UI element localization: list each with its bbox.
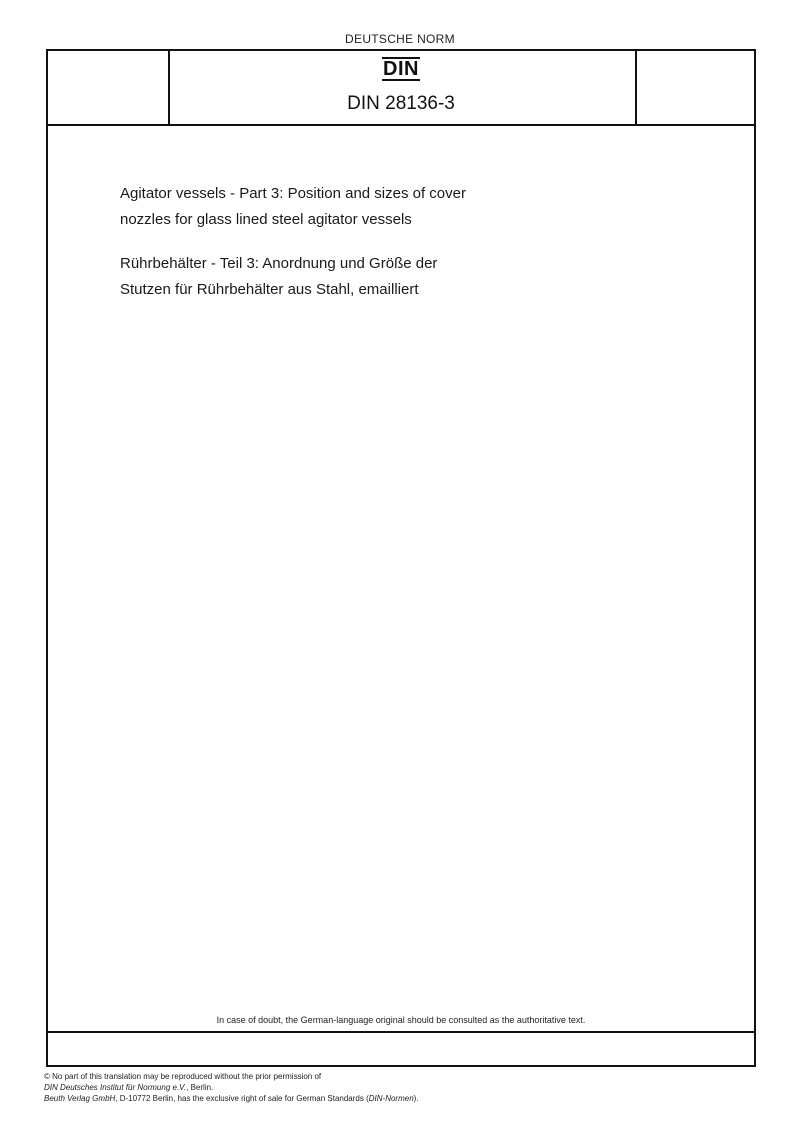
document-type-label: DEUTSCHE NORM xyxy=(345,32,455,46)
copyright-notice xyxy=(44,1071,419,1104)
din-logo xyxy=(48,57,754,81)
copyright-line-2 xyxy=(44,1082,419,1093)
publisher-name: Beuth Verlag GmbH xyxy=(44,1094,116,1103)
copyright-line-1: © No part of this translation may be reproduced without the prior permission of xyxy=(44,1072,322,1081)
footer-divider xyxy=(48,1031,754,1033)
title-english-line-1: Agitator vessels - Part 3: Position and sizes of cover xyxy=(120,185,466,202)
din-institute-name: DIN Deutsches Institut für Normung e.V. xyxy=(44,1083,187,1092)
title-english-line-2: nozzles for glass lined steel agitator vessels xyxy=(120,211,412,228)
copyright-line-2-rest: , Berlin. xyxy=(186,1083,214,1092)
copyright-line-3 xyxy=(44,1093,419,1104)
document-number: DIN 28136-3 xyxy=(347,93,455,114)
title-german-line-1: Rührbehälter - Teil 3: Anordnung und Größe der xyxy=(120,255,438,272)
title-block xyxy=(120,181,640,303)
copyright-line-3-mid: , D-10772 Berlin, has the exclusive right of sale for German Standards ( xyxy=(115,1094,369,1103)
title-german-line-2: Stutzen für Rührbehälter aus Stahl, emailliert xyxy=(120,281,419,298)
authoritative-text-note: In case of doubt, the German-language original should be consulted as the authoritative text. xyxy=(216,1015,586,1025)
header-row xyxy=(48,51,754,126)
din-logo-text: DIN xyxy=(383,58,419,80)
din-normen-term: DIN-Normen xyxy=(368,1094,414,1103)
copyright-line-3-end: ). xyxy=(413,1094,419,1103)
document-frame xyxy=(46,49,756,1067)
